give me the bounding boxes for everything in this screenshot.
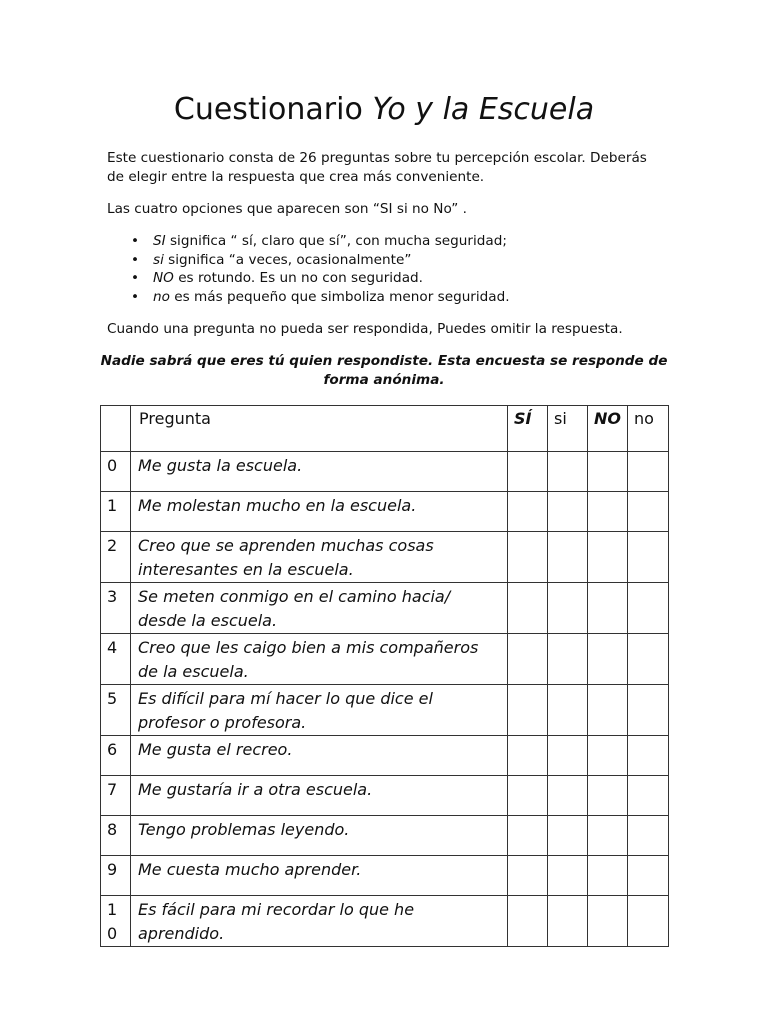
question-number: 6 [101, 736, 131, 776]
answer-cell-si-upper[interactable] [508, 776, 548, 816]
question-number: 8 [101, 816, 131, 856]
answer-cell-si-lower[interactable] [548, 492, 588, 532]
answer-cell-no-upper[interactable] [588, 776, 628, 816]
table-row [101, 816, 669, 856]
option-text: es más pequeño que simboliza menor seguridad. [169, 288, 510, 305]
option-term: no [153, 288, 170, 305]
question-number: 3 [101, 583, 131, 634]
answer-cell-no-upper[interactable] [588, 583, 628, 634]
answer-cell-no-lower[interactable] [628, 896, 669, 947]
answer-cell-no-upper[interactable] [588, 856, 628, 896]
table-row [101, 896, 669, 947]
header-no-upper: NO [588, 406, 628, 452]
answer-cell-si-lower[interactable] [548, 583, 588, 634]
answer-cell-si-lower[interactable] [548, 856, 588, 896]
answer-cell-no-upper[interactable] [588, 816, 628, 856]
title-italic: Yo y la Escuela [372, 92, 595, 127]
answer-cell-no-upper[interactable] [588, 736, 628, 776]
answer-cell-si-upper[interactable] [508, 634, 548, 685]
answer-cell-no-upper[interactable] [588, 685, 628, 736]
anonymous-note: Nadie sabrá que eres tú quien respondiste. Esta encuesta se responde de forma anónima. [100, 353, 668, 388]
intro-paragraph: Este cuestionario consta de 26 preguntas sobre tu percepción escolar. Deberás de elegir entre la respuesta que crea más conveniente. [107, 150, 647, 185]
answer-cell-no-upper[interactable] [588, 532, 628, 583]
answer-cell-no-upper[interactable] [588, 896, 628, 947]
answer-cell-no-lower[interactable] [628, 736, 669, 776]
answer-cell-no-lower[interactable] [628, 816, 669, 856]
header-no-lower: no [628, 406, 669, 452]
question-text: Es fácil para mi recordar lo que he aprendido. [131, 896, 508, 947]
answer-cell-si-upper[interactable] [508, 492, 548, 532]
answer-cell-si-lower[interactable] [548, 532, 588, 583]
answer-cell-si-lower[interactable] [548, 816, 588, 856]
answer-cell-si-upper[interactable] [508, 736, 548, 776]
answer-cell-no-upper[interactable] [588, 492, 628, 532]
question-text: Creo que les caigo bien a mis compañeros de la escuela. [131, 634, 508, 685]
table-row [101, 856, 669, 896]
answer-cell-no-lower[interactable] [628, 532, 669, 583]
table-row [101, 452, 669, 492]
answer-cell-no-upper[interactable] [588, 452, 628, 492]
options-intro: Las cuatro opciones que aparecen son “SI si no No” . [107, 201, 467, 217]
question-text: Me cuesta mucho aprender. [131, 856, 508, 896]
table-row [101, 736, 669, 776]
question-number: 9 [101, 856, 131, 896]
question-number: 4 [101, 634, 131, 685]
header-number [101, 406, 131, 452]
omit-note: Cuando una pregunta no pueda ser respondida, Puedes omitir la respuesta. [107, 321, 623, 337]
table-row [101, 776, 669, 816]
answer-cell-no-lower[interactable] [628, 492, 669, 532]
answer-cell-si-upper[interactable] [508, 452, 548, 492]
answer-cell-no-lower[interactable] [628, 634, 669, 685]
question-number: 1 [101, 492, 131, 532]
option-term: NO [153, 270, 174, 286]
question-number: 2 [101, 532, 131, 583]
table-row [101, 634, 669, 685]
question-text: Me molestan mucho en la escuela. [131, 492, 508, 532]
answer-cell-si-upper[interactable] [508, 532, 548, 583]
option-text: significa “ sí, claro que sí”, con mucha seguridad; [165, 233, 507, 249]
question-text: Me gusta el recreo. [131, 736, 508, 776]
question-text: Me gusta la escuela. [131, 452, 508, 492]
title-main: Cuestionario [173, 92, 373, 127]
option-text: significa “a veces, ocasionalmente” [163, 251, 412, 268]
header-question: Pregunta [131, 406, 508, 452]
answer-cell-si-lower[interactable] [548, 736, 588, 776]
table-row [101, 583, 669, 634]
question-number: 0 [101, 452, 131, 492]
option-term: si [153, 251, 164, 268]
question-text: Tengo problemas leyendo. [131, 816, 508, 856]
answer-cell-si-lower[interactable] [548, 634, 588, 685]
answer-cell-si-lower[interactable] [548, 685, 588, 736]
answer-cell-no-lower[interactable] [628, 856, 669, 896]
option-item [153, 232, 713, 251]
table-header-row [101, 406, 669, 452]
answer-cell-si-lower[interactable] [548, 776, 588, 816]
options-list [107, 232, 713, 306]
option-term: SI [153, 233, 166, 249]
answer-cell-no-lower[interactable] [628, 452, 669, 492]
answer-cell-no-upper[interactable] [588, 634, 628, 685]
option-item [153, 251, 713, 270]
page-title [0, 88, 768, 132]
answer-cell-si-upper[interactable] [508, 816, 548, 856]
table-row [101, 492, 669, 532]
answer-cell-si-upper[interactable] [508, 583, 548, 634]
answer-cell-no-lower[interactable] [628, 685, 669, 736]
answer-cell-si-lower[interactable] [548, 896, 588, 947]
answer-cell-si-upper[interactable] [508, 856, 548, 896]
option-item [153, 269, 713, 288]
answer-cell-si-upper[interactable] [508, 896, 548, 947]
option-text: es rotundo. Es un no con seguridad. [173, 270, 423, 286]
question-text: Creo que se aprenden muchas cosas interesantes en la escuela. [131, 532, 508, 583]
question-text: Se meten conmigo en el camino hacia/ desde la escuela. [131, 583, 508, 634]
header-si-lower: si [548, 406, 588, 452]
table-row [101, 685, 669, 736]
question-number: 5 [101, 685, 131, 736]
question-number: 10 [101, 896, 131, 947]
questions-table [100, 405, 669, 947]
answer-cell-si-lower[interactable] [548, 452, 588, 492]
answer-cell-si-upper[interactable] [508, 685, 548, 736]
answer-cell-no-lower[interactable] [628, 583, 669, 634]
header-si-upper: SÍ [508, 406, 548, 452]
question-number: 7 [101, 776, 131, 816]
option-item [153, 288, 713, 307]
question-text: Me gustaría ir a otra escuela. [131, 776, 508, 816]
table-row [101, 532, 669, 583]
question-text: Es difícil para mí hacer lo que dice el profesor o profesora. [131, 685, 508, 736]
answer-cell-no-lower[interactable] [628, 776, 669, 816]
